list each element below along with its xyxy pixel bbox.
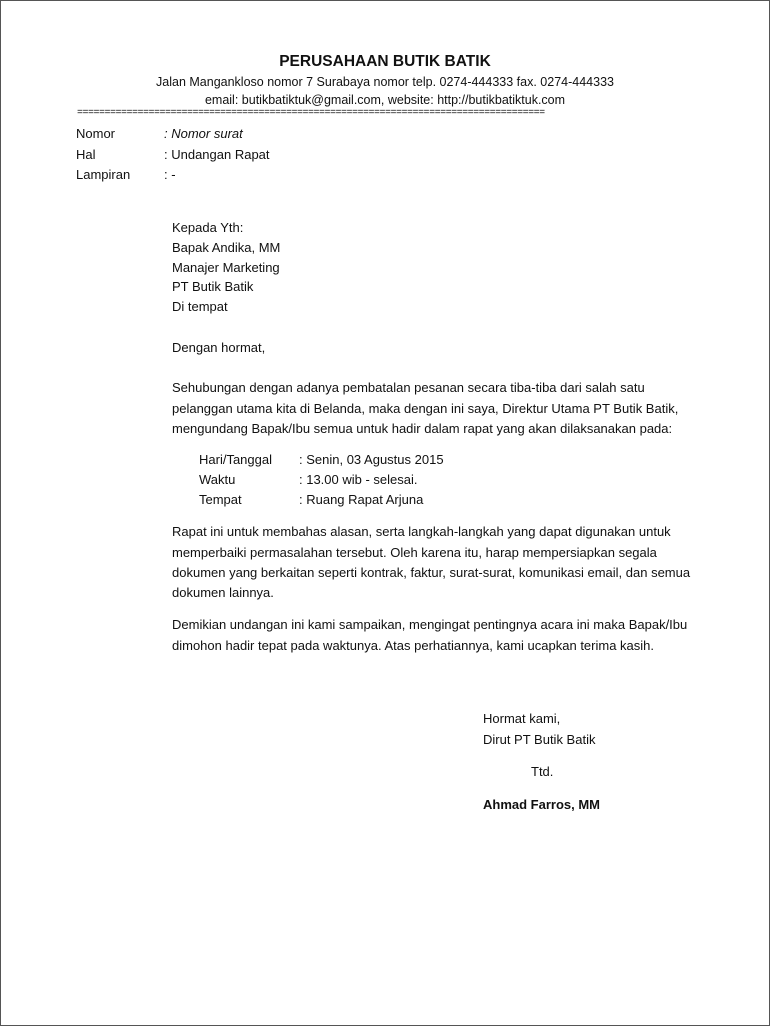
paragraph-line: Demikian undangan ini kami sampaikan, mengingat pentingnya acara ini maka Bapak/Ibu [172,617,688,632]
tempat-label: Tempat [199,492,242,507]
waktu-label: Waktu [199,472,236,487]
company-contact: email: butikbatiktuk@gmail.com, website: http://butikbatiktuk.com [204,93,566,107]
tempat-value: : Ruang Rapat Arjuna [299,492,424,507]
greeting: Dengan hormat, [172,340,266,355]
company-name: PERUSAHAAN BUTIK BATIK [279,53,491,70]
signature-mark: Ttd. [531,764,554,779]
paragraph-line: Rapat ini untuk membahas alasan, serta langkah-langkah yang dapat digunakan untuk [172,524,671,539]
paragraph-line: dimohon hadir tepat pada waktunya. Atas perhatiannya, kami ucapkan terima kasih. [172,638,655,653]
recipient-line: Di tempat [172,299,228,314]
nomor-value: : Nomor surat [164,126,243,141]
paragraph-line: dokumen lainnya. [172,585,274,600]
company-address: Jalan Mangankloso nomor 7 Surabaya nomor telp. 0274-444333 fax. 0274-444333 [156,75,614,89]
signer-position: Dirut PT Butik Batik [483,732,596,747]
nomor-label: Nomor [76,126,116,141]
signer-name: Ahmad Farros, MM [483,797,601,812]
closing: Hormat kami, [483,711,561,726]
paragraph-line: memperbaiki permasalahan tersebut. Oleh karena itu, harap mempersiapkan segala [172,545,657,560]
paragraph-line: dokumen yang berkaitan seperti kontrak, faktur, surat-surat, komunikasi email, dan semua [172,565,691,580]
header-separator: ===================================================================================== [77,108,545,119]
recipient-line: Manajer Marketing [172,260,280,275]
waktu-value: : 13.00 wib - selesai. [299,472,418,487]
recipient-line: PT Butik Batik [172,279,254,294]
lampiran-label: Lampiran [76,167,131,182]
paragraph-line: mengundang Bapak/Ibu semua untuk hadir dalam rapat yang akan dilaksanakan pada: [172,421,673,436]
paragraph-line: Sehubungan dengan adanya pembatalan pesanan secara tiba-tiba dari salah satu [172,380,645,395]
recipient-line: Kepada Yth: [172,220,244,235]
paragraph-line: pelanggan utama kita di Belanda, maka dengan ini saya, Direktur Utama PT Butik Batik, [172,401,679,416]
hal-value: : Undangan Rapat [164,147,270,162]
recipient-line: Bapak Andika, MM [172,240,281,255]
hal-label: Hal [76,147,96,162]
hari-label: Hari/Tanggal [199,452,272,467]
hari-value: : Senin, 03 Agustus 2015 [299,452,444,467]
lampiran-value: : - [164,167,176,182]
